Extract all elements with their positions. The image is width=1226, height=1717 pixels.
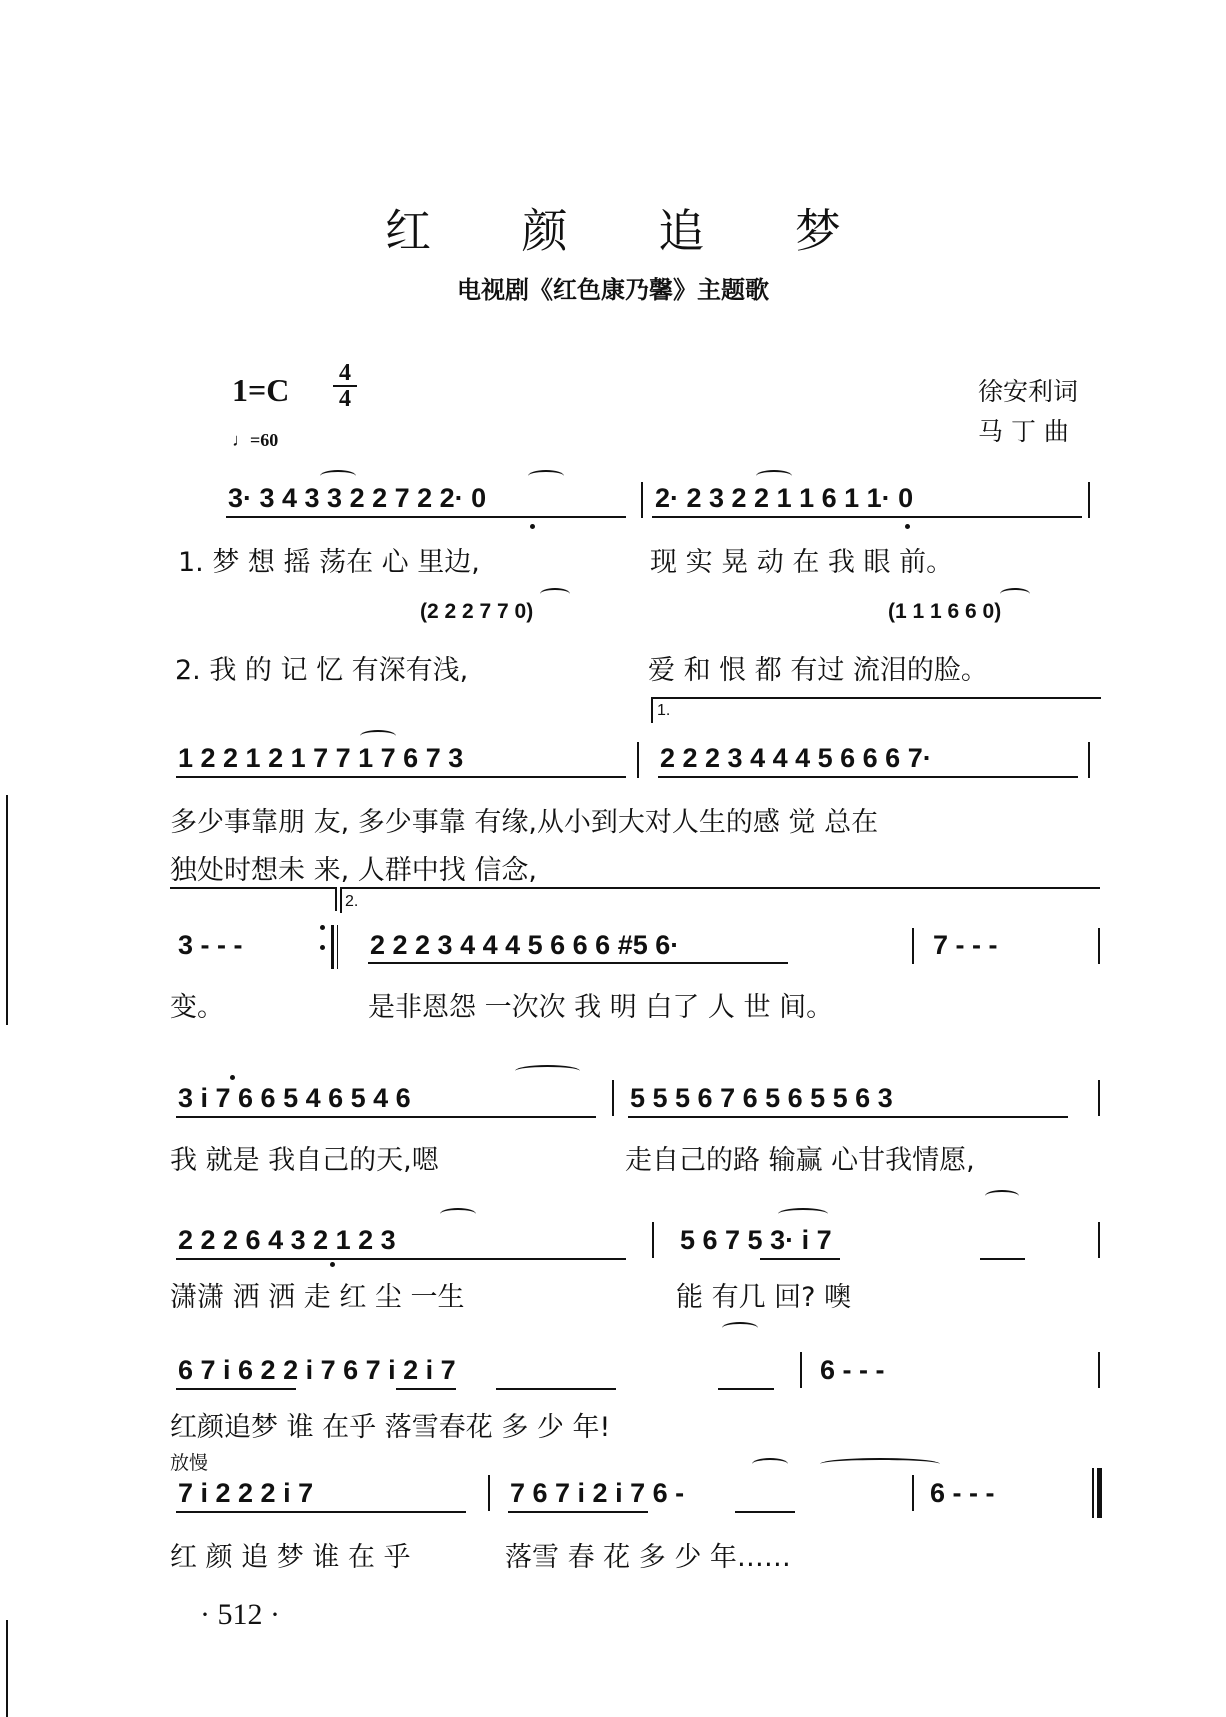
- beam-underline: [658, 776, 1078, 778]
- repeat-barline-thick: [331, 925, 334, 969]
- octave-dot: [330, 1262, 335, 1267]
- beam-underline: [176, 1388, 296, 1390]
- lyric-line-1-verse2a: 2. 我 的 记 忆 有深有浅,: [175, 655, 469, 686]
- notation-line-5a: 2 2 2 6 4 3 2 1 2 3: [178, 1225, 396, 1255]
- alt-notation-2: (1 1 1 6 6 0): [888, 600, 1002, 623]
- volta-bracket-2-hook: [340, 887, 342, 913]
- slur: [778, 1208, 828, 1220]
- barline: [800, 1352, 802, 1388]
- lyric-line-2a: 多少事靠朋 友, 多少事靠 有缘,从小到大对人生的感 觉 总在: [170, 807, 879, 838]
- tempo-direction: 放慢: [170, 1452, 209, 1474]
- slur: [360, 730, 396, 742]
- barline: [612, 1080, 614, 1116]
- barline: [1098, 928, 1100, 964]
- slur: [528, 470, 564, 482]
- time-signature-bottom: 4: [339, 386, 351, 412]
- volta-1-label: 1.: [657, 702, 671, 719]
- beam-underline: [980, 1258, 1025, 1260]
- volta-bracket-1-end: [335, 887, 337, 911]
- barline: [652, 1222, 654, 1258]
- slur: [756, 470, 792, 482]
- beam-underline: [718, 1388, 774, 1390]
- volta-bracket-2: [340, 887, 1100, 889]
- slur: [540, 588, 570, 600]
- notation-line-2b: 2 2 2 3 4 4 4 5 6 6 6 7·: [660, 743, 932, 773]
- beam-underline: [176, 1511, 466, 1513]
- barline: [488, 1475, 490, 1511]
- final-barline-thick: [1097, 1468, 1102, 1518]
- beam-underline: [496, 1388, 616, 1390]
- repeat-dot: [320, 945, 325, 950]
- slur: [722, 1322, 758, 1334]
- notation-line-7a: 7 i 2 2 2 i 7: [178, 1478, 314, 1508]
- volta-bracket-1-hook: [651, 697, 653, 723]
- barline: [912, 1475, 914, 1511]
- octave-dot: [905, 524, 910, 529]
- beam-underline: [735, 1511, 795, 1513]
- lyric-line-1b: 现 实 晃 动 在 我 眼 前。: [650, 547, 954, 578]
- lyric-line-4b: 走自己的路 输赢 心甘我情愿,: [625, 1145, 975, 1176]
- slur: [752, 1458, 788, 1470]
- notation-line-3c: 7 - - -: [933, 930, 998, 960]
- barline: [1098, 1222, 1100, 1258]
- notation-line-5b: 5 6 7 5 3· i 7: [680, 1225, 832, 1255]
- volta-bracket-1: [651, 697, 1101, 699]
- notation-line-2a: 1 2 2 1 2 1 7 7 1 7 6 7 3: [178, 743, 464, 773]
- song-title: 红 颜 追 梦: [385, 204, 879, 258]
- octave-dot: [230, 1075, 235, 1080]
- notation-line-4a: 3 i 7 6 6 5 4 6 5 4 6: [178, 1083, 411, 1113]
- beam-underline: [368, 962, 788, 964]
- beam-underline: [628, 1116, 1068, 1118]
- beam-underline: [176, 1258, 626, 1260]
- slur: [320, 470, 356, 482]
- lyric-line-1a: 1. 梦 想 摇 荡在 心 里边,: [178, 547, 480, 578]
- lyric-line-5b: 能 有几 回? 噢: [676, 1282, 852, 1313]
- notation-line-4b: 5 5 5 6 7 6 5 6 5 5 6 3: [630, 1083, 893, 1113]
- notation-line-3a: 3 - - -: [178, 930, 243, 960]
- final-barline-thin: [1092, 1468, 1094, 1518]
- slur: [440, 1208, 476, 1220]
- beam-underline: [760, 1258, 840, 1260]
- lyricist-credit: 徐安利词: [978, 377, 1079, 406]
- slur: [1000, 588, 1030, 600]
- barline: [637, 742, 639, 778]
- lyric-line-7a: 红 颜 追 梦 谁 在 乎: [170, 1542, 411, 1573]
- notation-line-6a: 6 7 i 6 2 2 i 7 6 7 i 2 i 7: [178, 1355, 456, 1385]
- notation-line-3b: 2 2 2 3 4 4 4 5 6 6 6 #5 6·: [370, 930, 680, 960]
- barline: [1098, 1352, 1100, 1388]
- lyric-line-3a: 变。: [170, 992, 224, 1023]
- beam-underline: [176, 776, 626, 778]
- slur: [985, 1190, 1019, 1202]
- volta-2-label: 2.: [345, 893, 359, 910]
- song-subtitle: 电视剧《红色康乃馨》主题歌: [457, 275, 769, 304]
- notation-line-6b: 6 - - -: [820, 1355, 885, 1385]
- lyric-line-5a: 潇潇 洒 洒 走 红 尘 一生: [170, 1282, 465, 1313]
- barline: [641, 482, 643, 518]
- time-signature: [333, 362, 357, 410]
- tempo-marking: ♩=60: [232, 430, 279, 450]
- barline: [1088, 742, 1090, 778]
- lyric-line-3b: 是非恩怨 一次次 我 明 白了 人 世 间。: [368, 992, 834, 1023]
- notation-line-1a: 3· 3 4 3 3 2 2 7 2 2· 0: [228, 483, 487, 513]
- beam-underline: [652, 516, 1082, 518]
- volta-bracket-1-cont: [170, 887, 335, 889]
- notation-line-1b: 2· 2 3 2 2 1 1 6 1 1· 0: [655, 483, 914, 513]
- barline: [912, 928, 914, 964]
- beam-underline: [226, 516, 626, 518]
- lyric-line-6: 红颜追梦 谁 在乎 落雪春花 多 少 年!: [170, 1412, 611, 1443]
- beam-underline: [176, 1116, 596, 1118]
- lyric-line-1-verse2b: 爱 和 恨 都 有过 流泪的脸。: [648, 655, 988, 686]
- alt-notation-1: (2 2 2 7 7 0): [420, 600, 534, 623]
- lyric-line-7b: 落雪 春 花 多 少 年……: [505, 1542, 791, 1573]
- beam-underline: [508, 1511, 648, 1513]
- lyric-line-4a: 我 就是 我自己的天,嗯: [170, 1145, 439, 1176]
- octave-dot: [530, 524, 535, 529]
- barline: [1098, 1080, 1100, 1116]
- lyric-line-2b: 独处时想未 来, 人群中找 信念,: [170, 855, 537, 886]
- slur: [820, 1458, 940, 1470]
- key-signature: 1=C: [232, 372, 290, 408]
- notation-line-7b: 7 6 7 i 2 i 7 6 -: [510, 1478, 685, 1508]
- scan-edge-mark: [6, 1620, 8, 1717]
- time-signature-top: 4: [339, 360, 351, 386]
- notation-line-7c: 6 - - -: [930, 1478, 995, 1508]
- barline: [1088, 482, 1090, 518]
- page-number: · 512 ·: [200, 1598, 280, 1631]
- beam-underline: [396, 1388, 456, 1390]
- slur: [515, 1065, 580, 1077]
- repeat-dot: [320, 925, 325, 930]
- repeat-barline-thin: [337, 925, 338, 969]
- scan-edge-mark: [6, 795, 8, 1025]
- composer-credit: 马 丁 曲: [978, 417, 1069, 446]
